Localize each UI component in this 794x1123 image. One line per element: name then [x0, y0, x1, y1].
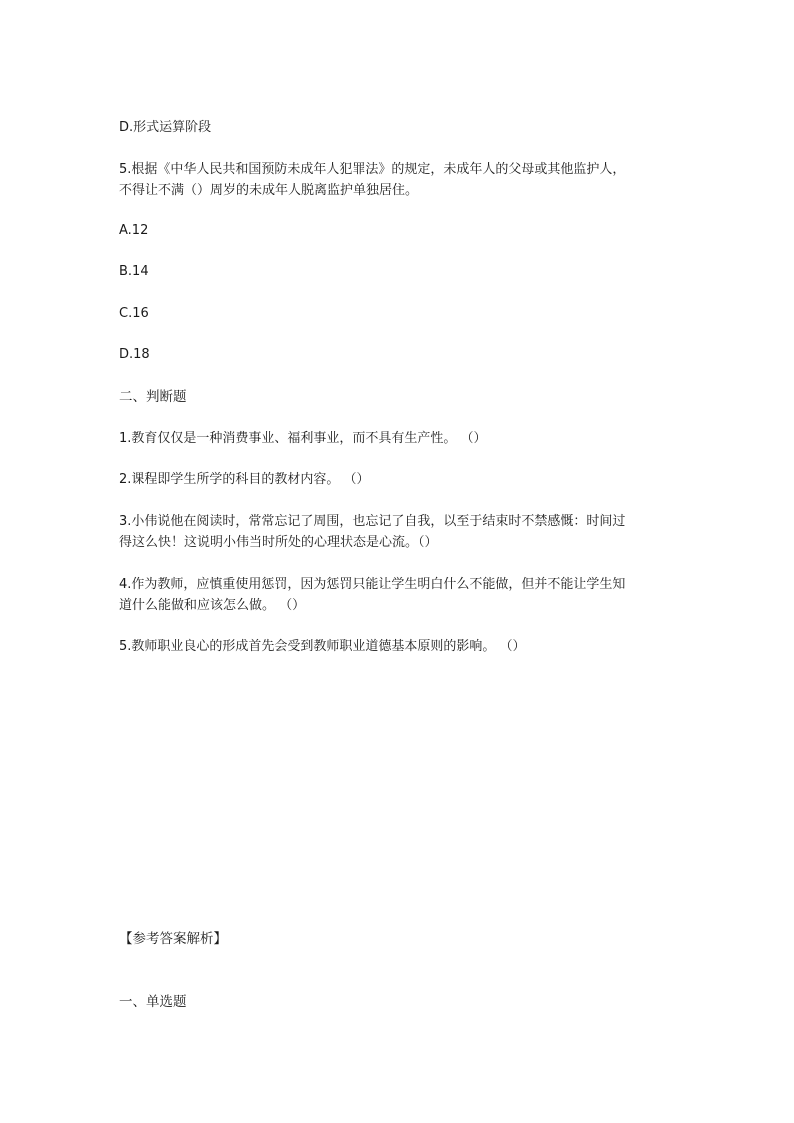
answer-analysis-title: 【参考答案解析】	[119, 931, 227, 947]
option-a: A.12	[119, 223, 149, 238]
judgment-3-line-2: 得这么快！这说明小伟当时所处的心理状态是心流。（）	[119, 535, 438, 550]
question-5-line-1: 5.根据《中华人民共和国预防未成年人犯罪法》的规定，未成年人的父母或其他监护人，	[119, 162, 626, 177]
section-title-single-choice: 一、单选题	[119, 994, 187, 1010]
option-b: B.14	[119, 264, 149, 279]
question-5-line-2: 不得让不满（）周岁的未成年人脱离监护单独居住。	[119, 183, 419, 198]
judgment-3-line-1: 3.小伟说他在阅读时，常常忘记了周围，也忘记了自我，以至于结束时不禁感慨：时间过	[119, 514, 626, 529]
judgment-4-line-2: 道什么能做和应该怎么做。 （）	[119, 598, 306, 613]
judgment-4-line-1: 4.作为教师，应慎重使用惩罚，因为惩罚只能让学生明白什么不能做，但并不能让学生知	[119, 577, 626, 592]
judgment-1: 1.教育仅仅是一种消费事业、福利事业，而不具有生产性。 （）	[119, 431, 487, 446]
section-title-judgment: 二、判断题	[119, 389, 187, 405]
judgment-2: 2.课程即学生所学的科目的教材内容。 （）	[119, 472, 370, 487]
option-c: C.16	[119, 306, 149, 321]
option-d: D.18	[119, 347, 150, 362]
option-d-prev: D.形式运算阶段	[119, 120, 212, 135]
judgment-5: 5.教师职业良心的形成首先会受到教师职业道德基本原则的影响。 （）	[119, 639, 526, 654]
